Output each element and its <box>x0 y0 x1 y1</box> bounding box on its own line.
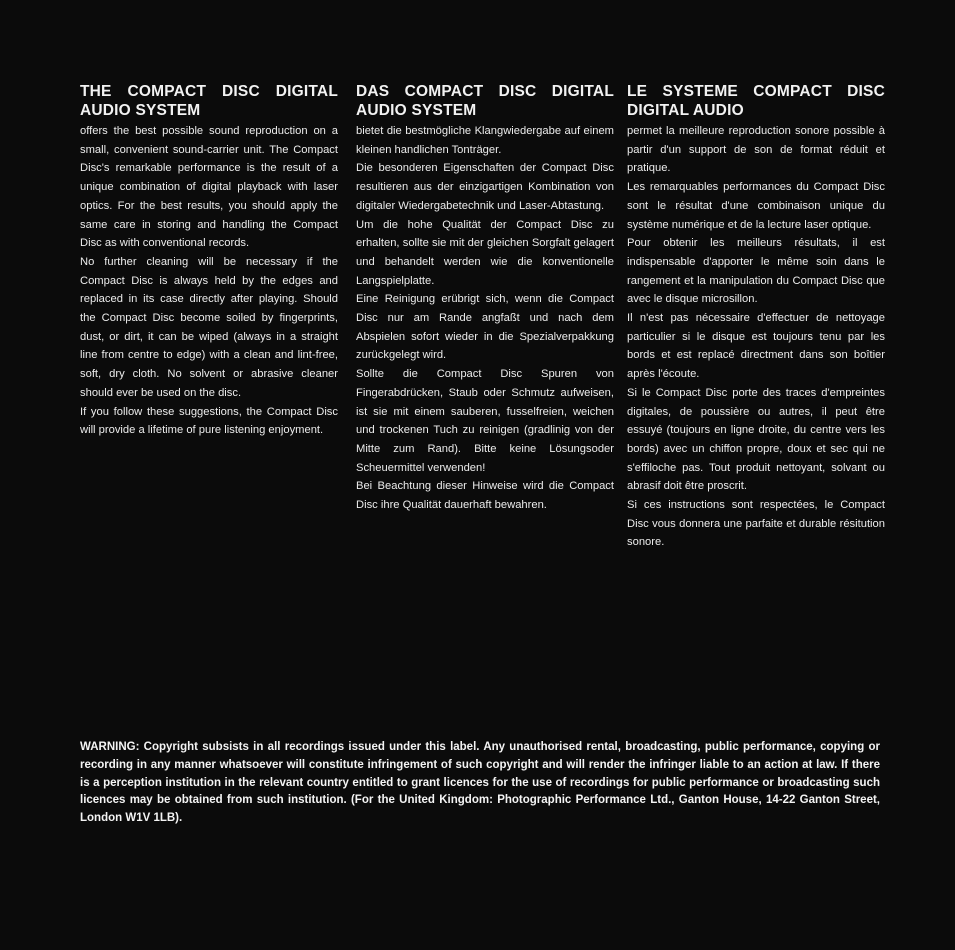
german-paragraph: Sollte die Compact Disc Spuren von Fingerabdrücken, Staub oder Schmutz aufweisen, ist sie mit einem sauberen, fusselfreien, weichen und trockenen Tuch zu reinigen (gradlinig von der Mitte zum Rand). Bitte keine Lösungsoder Scheuermittel verwenden! <box>356 368 614 474</box>
german-paragraph: bietet die bestmögliche Klangwiedergabe auf einem kleinen handlichen Tonträger. <box>356 125 614 156</box>
german-paragraph: Die besonderen Eigenschaften der Compact Disc resultieren aus der einzigartigen Kombination von digitaler Wiedergabetechnik und Laser-Abtastung. <box>356 162 614 212</box>
french-paragraph: Si ces instructions sont respectées, le Compact Disc vous donnera une parfaite et durable résitution sonore. <box>627 499 885 549</box>
french-paragraph: Les remarquables performances du Compact Disc sont le résultat d'une combinaison unique du système numérique et de la lecture laser optique. <box>627 181 885 231</box>
french-paragraph: Il n'est pas nécessaire d'effectuer de nettoyage particulier si le disque est toujours tenu par les bords et est replacé directment dans son boîtier après l'écoute. <box>627 312 885 381</box>
german-column <box>356 82 614 515</box>
english-paragraph: If you follow these suggestions, the Compact Disc will provide a lifetime of pure listening enjoyment. <box>80 405 338 437</box>
german-paragraph: Bei Beachtung dieser Hinweise wird die Compact Disc ihre Qualität dauerhaft bewahren. <box>356 480 614 512</box>
german-paragraph: Um die hohe Qualität der Compact Disc zu erhalten, sollte sie mit der gleichen Sorgfalt gelagert und behandelt werden wie die konventionelle Langspielplatte. <box>356 218 614 287</box>
french-column <box>627 82 885 552</box>
german-paragraph: Eine Reinigung erübrigt sich, wenn die Compact Disc nur am Rande angfaßt und nach dem Abspielen sofort wieder in die Spezialverpakkung zurückgelegt wird. <box>356 293 614 362</box>
german-title: DAS COMPACT DISC DIGITAL AUDIO SYSTEM <box>356 83 614 119</box>
english-paragraph: No further cleaning will be necessary if the Compact Disc is always held by the edges and replaced in its case directly after playing. Should the Compact Disc become soiled by fingerprints, dust, or dirt, it can be wiped (always in a straight line from centre to edge) with a clean and lint-free, soft, dry cloth. No solvent or abrasive cleaner should ever be used on the disc. <box>80 255 338 399</box>
french-paragraph: permet la meilleure reproduction sonore possible à partir d'un support de son de format réduit et pratique. <box>627 125 885 175</box>
copyright-warning: WARNING: Copyright subsists in all recordings issued under this label. Any unauthorised rental, broadcasting, public performance, copying or recording in any manner whatsoever will constitute infringement of such copyright and will render the infringer liable to an action at law. If there is a perception institution in the relevant country entitled to grant licences for the use of recordings for public performance or broadcasting such licences may be obtained from such institution. (For the United Kingdom: Photographic Performance Ltd., Ganton House, 14-22 Ganton Street, London W1V 1LB). <box>80 741 880 825</box>
english-column <box>80 82 338 440</box>
english-title: THE COMPACT DISC DIGITAL AUDIO SYSTEM <box>80 83 338 119</box>
french-paragraph: Si le Compact Disc porte des traces d'empreintes digitales, de poussière ou autres, il peut être essuyé (toujours en ligne droite, du centre vers les bords) avec un chiffon propre, doux et sec qui ne s'effiloche pas. Tout produit nettoyant, solvant ou abrasif doit être proscrit. <box>627 386 885 493</box>
french-paragraph: Pour obtenir les meilleurs résultats, il est indispensable d'apporter le même soin dans le rangement et la manipulation du Compact Disc que avec le disque microsillon. <box>627 237 885 306</box>
french-title: LE SYSTEME COMPACT DISC DIGITAL AUDIO <box>627 83 885 119</box>
english-paragraph: offers the best possible sound reproduction on a small, convenient sound-carrier unit. The Compact Disc's remarkable performance is the result of a unique combination of digital playback with laser optics. For the best results, you should apply the same care in storing and handling the Compact Disc as with conventional records. <box>80 125 338 250</box>
